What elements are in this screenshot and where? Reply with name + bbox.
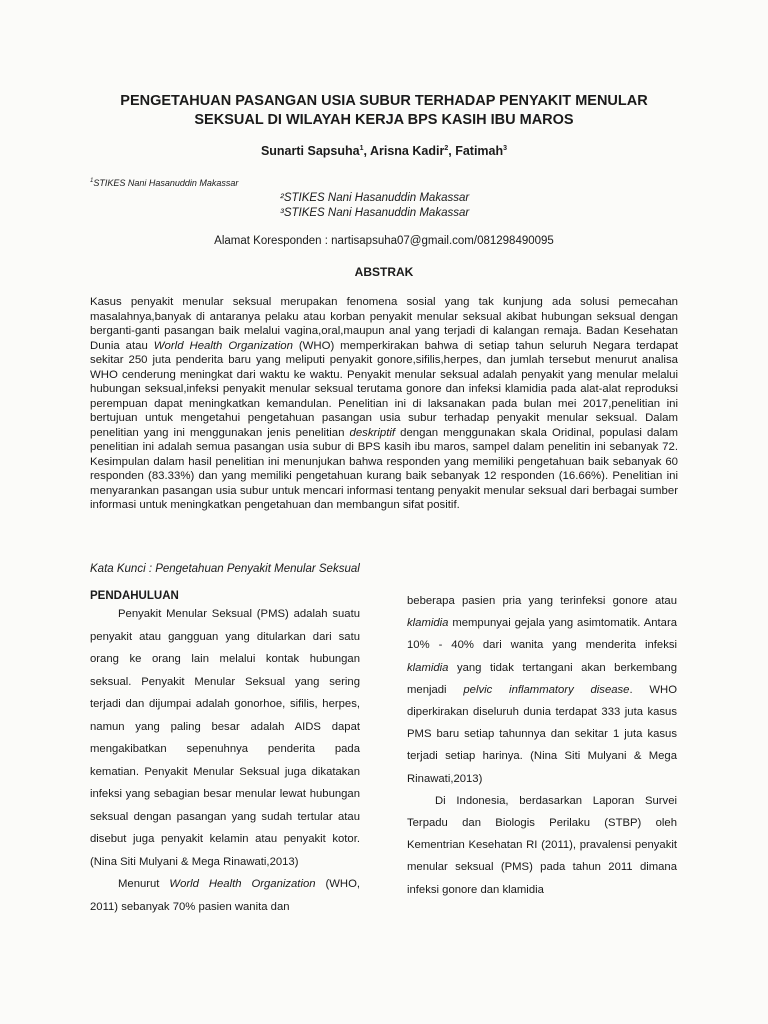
author-name: Fatimah [455,144,504,158]
title-line-2: SEKSUAL DI WILAYAH KERJA BPS KASIH IBU MAROS [194,112,574,128]
abstract-term: World Health Organization [153,339,293,352]
title-line-1: PENGETAHUAN PASANGAN USIA SUBUR TERHADAP PENYAKIT MENULAR [120,93,648,109]
author-separator: , [363,144,370,158]
affiliation-text: STIKES Nani Hasanuddin Makassar [93,178,239,188]
abstract-text: dengan menggunakan skala Oridinal, populasi dalam penelitian ini adalah semua pasangan usia subur di BPS kasih ibu maros, sampel dalam penelitin ini sebanyak 72. Kesimpulan dalam hasil penelitian ini menunjukan bahwa responden yang memiliki pengetahuan baik sebanyak 60 responden (83.33%) dan yang memiliki pengetahuan kurang baik sebanyak 12 responden (16.66%). Penelitian ini menyarankan pasangan usia subur untuk mencari informasi tentang penyakit menular seksual dari berbagai sumber informasi untuk meningkatkan pengetahuan dan membangun sifat positif. [90,426,678,511]
intro-text: . WHO diperkirakan diseluruh dunia terdapat 333 juta kasus PMS baru setiap tahunnya dan sekitar 1 juta kasus terjadi setiap harinya. (Nina Siti Mulyani & Mega Rinawati,2013) [407,683,677,785]
intro-paragraph [90,873,360,918]
author-name: Sunarti Sapsuha [260,144,360,158]
intro-text: (WHO, 2011) sebanyak 70% pasien wanita dan [90,878,360,913]
author-name: Arisna Kadir [369,144,445,158]
affiliation-mark: 1 [90,178,94,184]
intro-text: beberapa pasien pria yang terinfeksi gonore atau [407,595,677,607]
abstract-text: (WHO) memperkirakan bahwa di setiap tahun seluruh Negara terdapat sekitar 250 juta penderita baru yang meliputi penyakit gonore,sifilis,herpes, dan jumlah tersebut menurut analisa WHO cenderung meningkat dari waktu ke waktu. Penyakit menular seksual adalah penyakit yang menular melalui hubungan seksual,infeksi penyakit menular seksual terutama gonore dan infeksi klamidia pada alat-alat reproduksi perempuan dapat meningkatkan kemandulan. Penelitian ini di laksanakan pada bulan mei 2017,penelitian ini bertujuan untuk mengetahui pengetahuan pasangan usia subur terhadap penyakit menular seksual. Dalam penelitian yang ini menggunakan jenis penelitian [90,339,678,439]
intro-paragraph: Penyakit Menular Seksual (PMS) adalah suatu penyakit atau gangguan yang ditularkan dari satu orang ke orang lain melalui kontak hubungan seksual. Penyakit Menular Seksual yang sering terjadi dan dijumpai adalah gonorhoe, sifilis, herpes, namun yang paling besar adalah AIDS dapat mengakibatkan sepenuhnya penderita pada kematian. Penyakit Menular Seksual juga dikatakan infeksi yang sebagian besar menular lewat hubungan seksual dengan pasangan yang sudah tertular atau disebut juga penyakit kelamin atau penyakit kotor. (Nina Siti Mulyani & Mega Rinawati,2013) [90,608,360,868]
author-affil-mark: 1 [359,144,364,152]
abstract-heading: ABSTRAK [354,265,414,279]
author-affil-mark: 3 [503,144,508,152]
affiliation-1 [90,178,238,188]
intro-term: klamidia [407,661,449,674]
intro-text: Menurut [118,878,170,890]
intro-term: klamidia [407,617,449,630]
keywords: Kata Kunci : Pengetahuan Penyakit Menular Seksual [90,563,360,575]
author-affil-mark: 2 [444,144,449,152]
intro-text: yang tidak tertangani akan berkembang menjadi [407,661,677,696]
affiliation-2: ²STIKES Nani Hasanuddin Makassar [280,192,470,204]
intro-term: World Health Organization [169,878,316,890]
author-separator: , [448,144,456,158]
affiliation-block [280,191,469,221]
correspondence-address: Alamat Koresponden : nartisapsuha07@gmail.com/081298490095 [214,235,554,247]
abstract-text: Kasus penyakit menular seksual merupakan fenomena sosial yang tak kunjung ada solusi pemecahan masalahnya,banyak di antaranya pelaku atau korban penyakit menular seksual akibat hubungan seksual dengan berganti-ganti pasangan baik melalui vagina,oral,maupun anal yang terjadi di kalangan remaja. Badan Kesehatan Dunia atau [90,296,678,352]
paper-title [90,92,678,130]
intro-paragraph [407,590,677,790]
intro-text: mempunyai gejala yang asimtomatik. Antara 10% - 40% dari wanita yang menderita infeksi [407,617,677,652]
section-heading-intro: PENDAHULUAN [90,590,179,602]
affiliation-3: ³STIKES Nani Hasanuddin Makassar [280,207,470,219]
intro-column-left [90,590,360,918]
abstract-term: deskriptif [349,426,396,439]
intro-term: pelvic inflammatory disease [463,683,630,696]
intro-paragraph: Di Indonesia, berdasarkan Laporan Survei Terpadu dan Biologis Perilaku (STBP) oleh Kementrian Kesehatan RI (2011), pravalensi penyakit menular seksual (PMS) pada tahun 2011 dimana infeksi gonore dan klamidia [407,794,677,896]
abstract-body [90,295,678,513]
author-list [90,144,678,158]
intro-column-right [407,590,677,901]
